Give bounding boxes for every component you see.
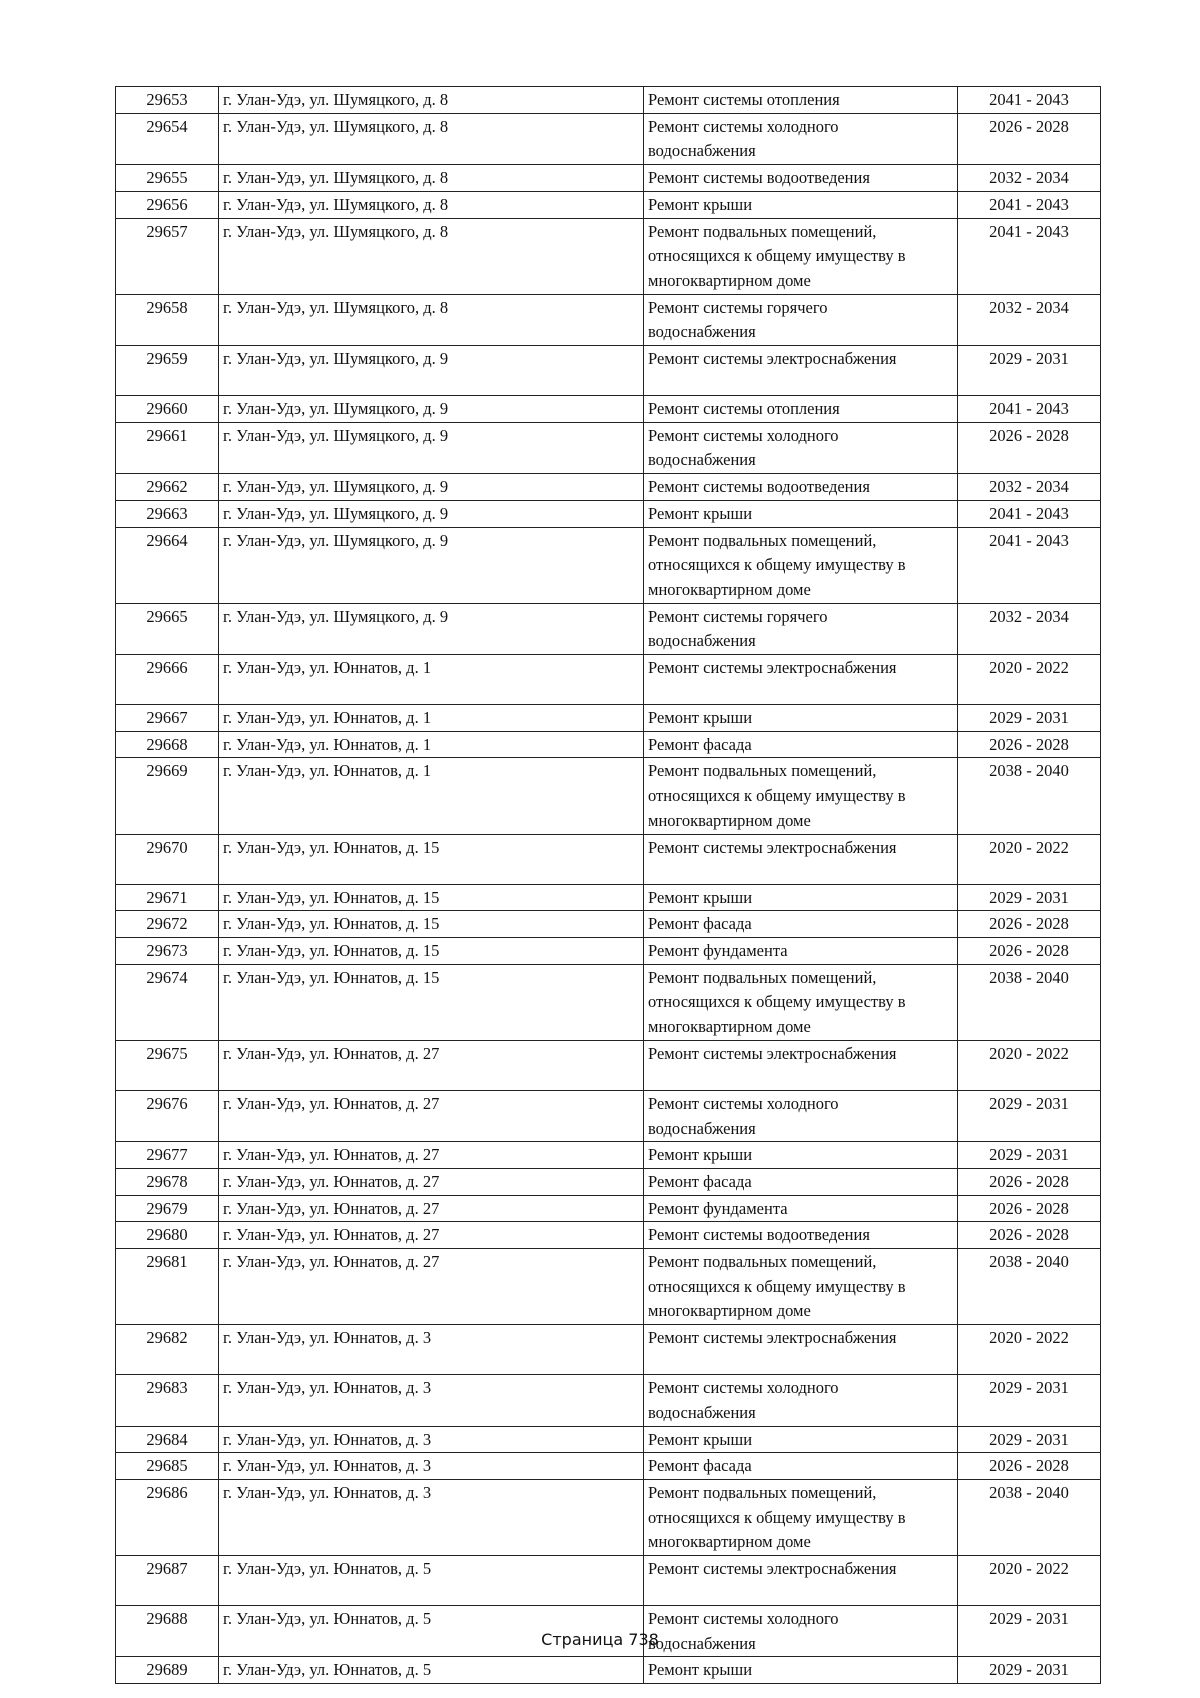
years-cell: 2029 - 2031 [958,1090,1101,1141]
address-cell: г. Улан-Удэ, ул. Юннатов, д. 27 [219,1222,644,1249]
row-number-cell: 29653 [116,87,219,114]
work-type-cell: Ремонт крыши [644,1426,958,1453]
address-cell: г. Улан-Удэ, ул. Юннатов, д. 3 [219,1375,644,1426]
years-cell: 2041 - 2043 [958,527,1101,603]
address-cell: г. Улан-Удэ, ул. Шумяцкого, д. 8 [219,218,644,294]
years-cell: 2026 - 2028 [958,731,1101,758]
address-cell: г. Улан-Удэ, ул. Юннатов, д. 27 [219,1142,644,1169]
years-cell: 2020 - 2022 [958,1325,1101,1375]
work-type-cell: Ремонт подвальных помещений, относящихся к общему имуществу в многоквартирном доме [644,758,958,834]
table-row [116,474,1101,501]
address-cell: г. Улан-Удэ, ул. Юннатов, д. 5 [219,1606,644,1657]
table-row [116,705,1101,732]
years-cell: 2020 - 2022 [958,834,1101,884]
table-row [116,603,1101,654]
address-cell: г. Улан-Удэ, ул. Шумяцкого, д. 8 [219,191,644,218]
table-row [116,758,1101,834]
row-number-cell: 29668 [116,731,219,758]
table-row [116,1426,1101,1453]
row-number-cell: 29677 [116,1142,219,1169]
address-cell: г. Улан-Удэ, ул. Юннатов, д. 27 [219,1168,644,1195]
table-row [116,527,1101,603]
address-cell: г. Улан-Удэ, ул. Юннатов, д. 3 [219,1479,644,1555]
row-number-cell: 29684 [116,1426,219,1453]
row-number-cell: 29671 [116,884,219,911]
work-type-cell: Ремонт подвальных помещений, относящихся к общему имуществу в многоквартирном доме [644,964,958,1040]
years-cell: 2026 - 2028 [958,937,1101,964]
work-type-cell: Ремонт фасада [644,911,958,938]
years-cell: 2038 - 2040 [958,1479,1101,1555]
row-number-cell: 29656 [116,191,219,218]
table-row [116,422,1101,473]
work-type-cell: Ремонт крыши [644,884,958,911]
work-type-cell: Ремонт фасада [644,1453,958,1480]
address-cell: г. Улан-Удэ, ул. Шумяцкого, д. 8 [219,87,644,114]
work-type-cell: Ремонт системы горячего водоснабжения [644,603,958,654]
row-number-cell: 29688 [116,1606,219,1657]
row-number-cell: 29670 [116,834,219,884]
work-type-cell: Ремонт системы водоотведения [644,1222,958,1249]
row-number-cell: 29660 [116,396,219,423]
row-number-cell: 29667 [116,705,219,732]
address-cell: г. Улан-Удэ, ул. Шумяцкого, д. 9 [219,346,644,396]
years-cell: 2041 - 2043 [958,218,1101,294]
table-row [116,87,1101,114]
row-number-cell: 29664 [116,527,219,603]
row-number-cell: 29689 [116,1657,219,1684]
years-cell: 2041 - 2043 [958,191,1101,218]
address-cell: г. Улан-Удэ, ул. Шумяцкого, д. 9 [219,422,644,473]
row-number-cell: 29683 [116,1375,219,1426]
address-cell: г. Улан-Удэ, ул. Юннатов, д. 15 [219,911,644,938]
address-cell: г. Улан-Удэ, ул. Шумяцкого, д. 9 [219,396,644,423]
work-type-cell: Ремонт системы отопления [644,87,958,114]
years-cell: 2029 - 2031 [958,346,1101,396]
row-number-cell: 29675 [116,1040,219,1090]
table-row [116,1325,1101,1375]
row-number-cell: 29658 [116,294,219,345]
years-cell: 2029 - 2031 [958,1606,1101,1657]
row-number-cell: 29659 [116,346,219,396]
address-cell: г. Улан-Удэ, ул. Шумяцкого, д. 9 [219,474,644,501]
years-cell: 2029 - 2031 [958,1657,1101,1684]
address-cell: г. Улан-Удэ, ул. Юннатов, д. 1 [219,655,644,705]
address-cell: г. Улан-Удэ, ул. Шумяцкого, д. 9 [219,603,644,654]
table-row [116,911,1101,938]
work-type-cell: Ремонт системы холодного водоснабжения [644,422,958,473]
table-row [116,1479,1101,1555]
work-type-cell: Ремонт крыши [644,1657,958,1684]
work-type-cell: Ремонт системы горячего водоснабжения [644,294,958,345]
address-cell: г. Улан-Удэ, ул. Юннатов, д. 15 [219,937,644,964]
table-row [116,1657,1101,1684]
table-row [116,113,1101,164]
years-cell: 2032 - 2034 [958,294,1101,345]
work-type-cell: Ремонт системы электроснабжения [644,346,958,396]
address-cell: г. Улан-Удэ, ул. Юннатов, д. 3 [219,1426,644,1453]
table-row [116,1090,1101,1141]
table-row [116,1375,1101,1426]
work-type-cell: Ремонт фундамента [644,1195,958,1222]
address-cell: г. Улан-Удэ, ул. Юннатов, д. 15 [219,884,644,911]
table-row [116,834,1101,884]
table-row [116,396,1101,423]
address-cell: г. Улан-Удэ, ул. Юннатов, д. 27 [219,1195,644,1222]
work-type-cell: Ремонт системы холодного водоснабжения [644,113,958,164]
address-cell: г. Улан-Удэ, ул. Юннатов, д. 27 [219,1249,644,1325]
address-cell: г. Улан-Удэ, ул. Юннатов, д. 3 [219,1453,644,1480]
row-number-cell: 29663 [116,500,219,527]
row-number-cell: 29672 [116,911,219,938]
years-cell: 2032 - 2034 [958,474,1101,501]
address-cell: г. Улан-Удэ, ул. Юннатов, д. 27 [219,1040,644,1090]
years-cell: 2041 - 2043 [958,396,1101,423]
table-row [116,937,1101,964]
work-type-cell: Ремонт системы водоотведения [644,165,958,192]
table-row [116,1142,1101,1169]
address-cell: г. Улан-Удэ, ул. Шумяцкого, д. 8 [219,165,644,192]
table-row [116,1556,1101,1606]
row-number-cell: 29669 [116,758,219,834]
address-cell: г. Улан-Удэ, ул. Юннатов, д. 1 [219,731,644,758]
years-cell: 2041 - 2043 [958,87,1101,114]
work-type-cell: Ремонт подвальных помещений, относящихся к общему имуществу в многоквартирном доме [644,1249,958,1325]
table-row [116,1195,1101,1222]
years-cell: 2020 - 2022 [958,1556,1101,1606]
years-cell: 2029 - 2031 [958,705,1101,732]
address-cell: г. Улан-Удэ, ул. Шумяцкого, д. 9 [219,527,644,603]
address-cell: г. Улан-Удэ, ул. Шумяцкого, д. 8 [219,294,644,345]
years-cell: 2038 - 2040 [958,758,1101,834]
address-cell: г. Улан-Удэ, ул. Юннатов, д. 3 [219,1325,644,1375]
work-type-cell: Ремонт фундамента [644,937,958,964]
work-type-cell: Ремонт фасада [644,1168,958,1195]
years-cell: 2041 - 2043 [958,500,1101,527]
years-cell: 2020 - 2022 [958,1040,1101,1090]
work-type-cell: Ремонт крыши [644,500,958,527]
address-cell: г. Улан-Удэ, ул. Юннатов, д. 5 [219,1556,644,1606]
table-row [116,346,1101,396]
work-type-cell: Ремонт подвальных помещений, относящихся к общему имуществу в многоквартирном доме [644,527,958,603]
row-number-cell: 29682 [116,1325,219,1375]
address-cell: г. Улан-Удэ, ул. Шумяцкого, д. 9 [219,500,644,527]
table-row [116,964,1101,1040]
row-number-cell: 29678 [116,1168,219,1195]
row-number-cell: 29662 [116,474,219,501]
table-row [116,1453,1101,1480]
table-row [116,500,1101,527]
work-type-cell: Ремонт системы отопления [644,396,958,423]
work-type-cell: Ремонт системы холодного водоснабжения [644,1606,958,1657]
page-number: Страница 738 [541,1630,659,1649]
address-cell: г. Улан-Удэ, ул. Юннатов, д. 5 [219,1657,644,1684]
row-number-cell: 29657 [116,218,219,294]
years-cell: 2026 - 2028 [958,1168,1101,1195]
table-row [116,1249,1101,1325]
row-number-cell: 29686 [116,1479,219,1555]
years-cell: 2026 - 2028 [958,422,1101,473]
table-row [116,165,1101,192]
work-type-cell: Ремонт крыши [644,705,958,732]
address-cell: г. Улан-Удэ, ул. Юннатов, д. 15 [219,834,644,884]
row-number-cell: 29661 [116,422,219,473]
row-number-cell: 29654 [116,113,219,164]
years-cell: 2026 - 2028 [958,1453,1101,1480]
work-type-cell: Ремонт системы электроснабжения [644,1556,958,1606]
address-cell: г. Улан-Удэ, ул. Юннатов, д. 1 [219,758,644,834]
address-cell: г. Улан-Удэ, ул. Юннатов, д. 27 [219,1090,644,1141]
table-row [116,731,1101,758]
row-number-cell: 29687 [116,1556,219,1606]
table-row [116,294,1101,345]
work-type-cell: Ремонт системы водоотведения [644,474,958,501]
years-cell: 2026 - 2028 [958,1195,1101,1222]
years-cell: 2026 - 2028 [958,1222,1101,1249]
years-cell: 2026 - 2028 [958,113,1101,164]
table-row [116,1222,1101,1249]
work-type-cell: Ремонт фасада [644,731,958,758]
table-row [116,218,1101,294]
years-cell: 2029 - 2031 [958,1142,1101,1169]
years-cell: 2029 - 2031 [958,1375,1101,1426]
years-cell: 2029 - 2031 [958,884,1101,911]
work-type-cell: Ремонт системы электроснабжения [644,655,958,705]
row-number-cell: 29681 [116,1249,219,1325]
years-cell: 2038 - 2040 [958,964,1101,1040]
table-row [116,191,1101,218]
table-row [116,655,1101,705]
work-type-cell: Ремонт крыши [644,1142,958,1169]
row-number-cell: 29679 [116,1195,219,1222]
work-type-cell: Ремонт подвальных помещений, относящихся к общему имуществу в многоквартирном доме [644,218,958,294]
years-cell: 2020 - 2022 [958,655,1101,705]
years-cell: 2029 - 2031 [958,1426,1101,1453]
row-number-cell: 29655 [116,165,219,192]
work-type-cell: Ремонт подвальных помещений, относящихся к общему имуществу в многоквартирном доме [644,1479,958,1555]
work-type-cell: Ремонт системы холодного водоснабжения [644,1375,958,1426]
table-row [116,884,1101,911]
row-number-cell: 29674 [116,964,219,1040]
row-number-cell: 29665 [116,603,219,654]
work-type-cell: Ремонт системы холодного водоснабжения [644,1090,958,1141]
row-number-cell: 29673 [116,937,219,964]
address-cell: г. Улан-Удэ, ул. Юннатов, д. 15 [219,964,644,1040]
row-number-cell: 29685 [116,1453,219,1480]
table-row [116,1040,1101,1090]
years-cell: 2032 - 2034 [958,603,1101,654]
table-body [116,87,1101,1684]
work-type-cell: Ремонт системы электроснабжения [644,1325,958,1375]
address-cell: г. Улан-Удэ, ул. Юннатов, д. 1 [219,705,644,732]
work-type-cell: Ремонт крыши [644,191,958,218]
row-number-cell: 29666 [116,655,219,705]
row-number-cell: 29680 [116,1222,219,1249]
work-type-cell: Ремонт системы электроснабжения [644,1040,958,1090]
address-cell: г. Улан-Удэ, ул. Шумяцкого, д. 8 [219,113,644,164]
table-row [116,1168,1101,1195]
repair-schedule-table [115,86,1101,1684]
row-number-cell: 29676 [116,1090,219,1141]
years-cell: 2038 - 2040 [958,1249,1101,1325]
work-type-cell: Ремонт системы электроснабжения [644,834,958,884]
years-cell: 2026 - 2028 [958,911,1101,938]
years-cell: 2032 - 2034 [958,165,1101,192]
